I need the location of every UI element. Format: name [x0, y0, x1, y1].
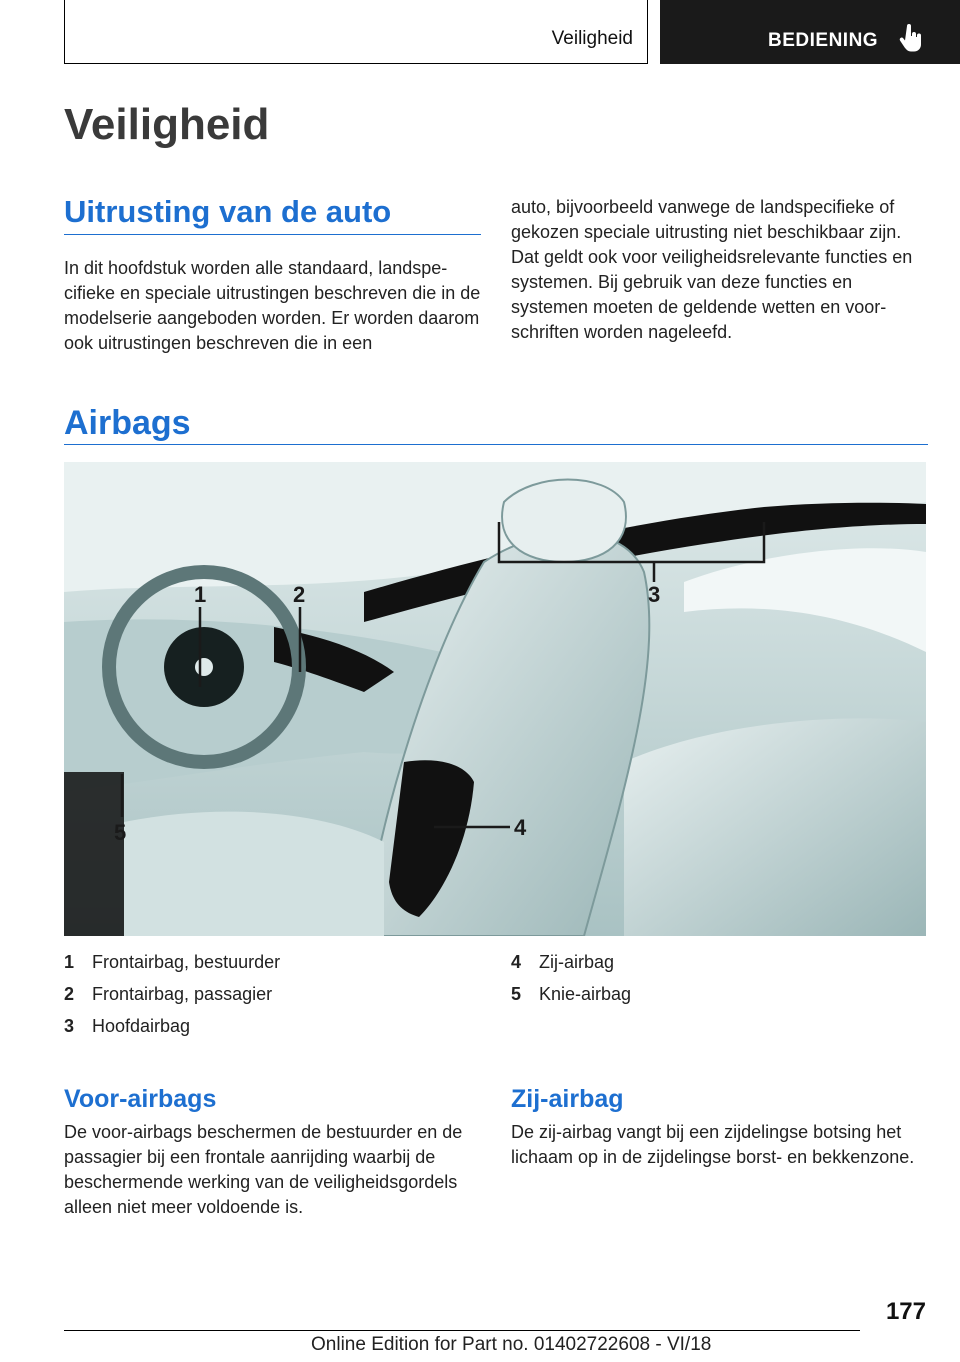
legend-left — [64, 946, 280, 1042]
legend-item — [511, 978, 631, 1010]
footer-edition: Online Edition for Part no. 01402722608 - VI/18 — [311, 1334, 712, 1355]
header-chapter-tab[interactable] — [660, 0, 960, 64]
callout-5: 5 — [114, 820, 127, 845]
footer-divider — [64, 1330, 860, 1331]
page-title: Veiligheid — [64, 100, 270, 149]
legend-num: 4 — [511, 952, 522, 972]
uitrusting-paragraph-left: In dit hoofdstuk worden alle standaard, landspecifieke en speciale uitrustingen beschreven die in de modelserie aangeboden worden. Er worden daarom ook uitrustingen beschreven die in een — [64, 258, 481, 353]
header-chapter-label: BEDIENING — [768, 30, 879, 51]
voor-airbags-text: De voor-airbags beschermen de bestuurder en de passagier bij een frontale aanrijding waarbij de beschermende werking van de veiligheidsgordels alleen niet meer voldoende is. — [64, 1122, 463, 1217]
legend-num: 5 — [511, 984, 522, 1004]
section-title-airbags: Airbags — [64, 404, 191, 442]
subsection-title-voor-airbags: Voor-airbags — [64, 1085, 217, 1113]
header-section-box — [64, 0, 648, 64]
zij-airbag-text: De zij-airbag vangt bij een zijdelingse botsing het lichaam op in de zijdelingse borst- en bekkenzone. — [511, 1122, 915, 1167]
section-title-uitrusting: Uitrusting van de auto — [64, 194, 392, 229]
legend-text: Frontairbag, bestuurder — [92, 952, 281, 972]
legend-text: Zij-airbag — [539, 952, 615, 972]
legend-item — [64, 978, 280, 1010]
legend-item — [64, 1010, 280, 1042]
legend-num: 1 — [64, 952, 75, 972]
legend-text: Knie-airbag — [539, 984, 632, 1004]
section-divider — [64, 444, 928, 445]
callout-1: 1 — [194, 582, 207, 607]
legend-text: Frontairbag, passagier — [92, 984, 273, 1004]
legend-item — [64, 946, 280, 978]
legend-right — [511, 946, 631, 1010]
legend-num: 3 — [64, 1016, 75, 1036]
car-interior-airbag-illustration — [64, 462, 926, 936]
legend-text: Hoofdairbag — [92, 1016, 191, 1036]
section-divider — [64, 234, 481, 235]
callout-4: 4 — [514, 815, 527, 840]
legend-item — [511, 946, 631, 978]
legend-num: 2 — [64, 984, 75, 1004]
callout-3: 3 — [648, 582, 661, 607]
subsection-title-zij-airbag: Zij-airbag — [511, 1085, 624, 1113]
uitrusting-paragraph-right: auto, bijvoorbeeld vanwege de landspecifieke of gekozen speciale uitrusting niet beschikbaar zijn. Dat geldt ook voor veiligheidsrelevante functies en systemen. Bij gebruik van deze functies en systemen moeten de geldende wetten en voorschriften worden nageleefd. — [511, 197, 913, 342]
pointing-hand-icon — [898, 24, 924, 54]
header-section-label: Veiligheid — [551, 28, 633, 49]
callout-2: 2 — [293, 582, 306, 607]
page-number: 177 — [885, 1298, 926, 1325]
